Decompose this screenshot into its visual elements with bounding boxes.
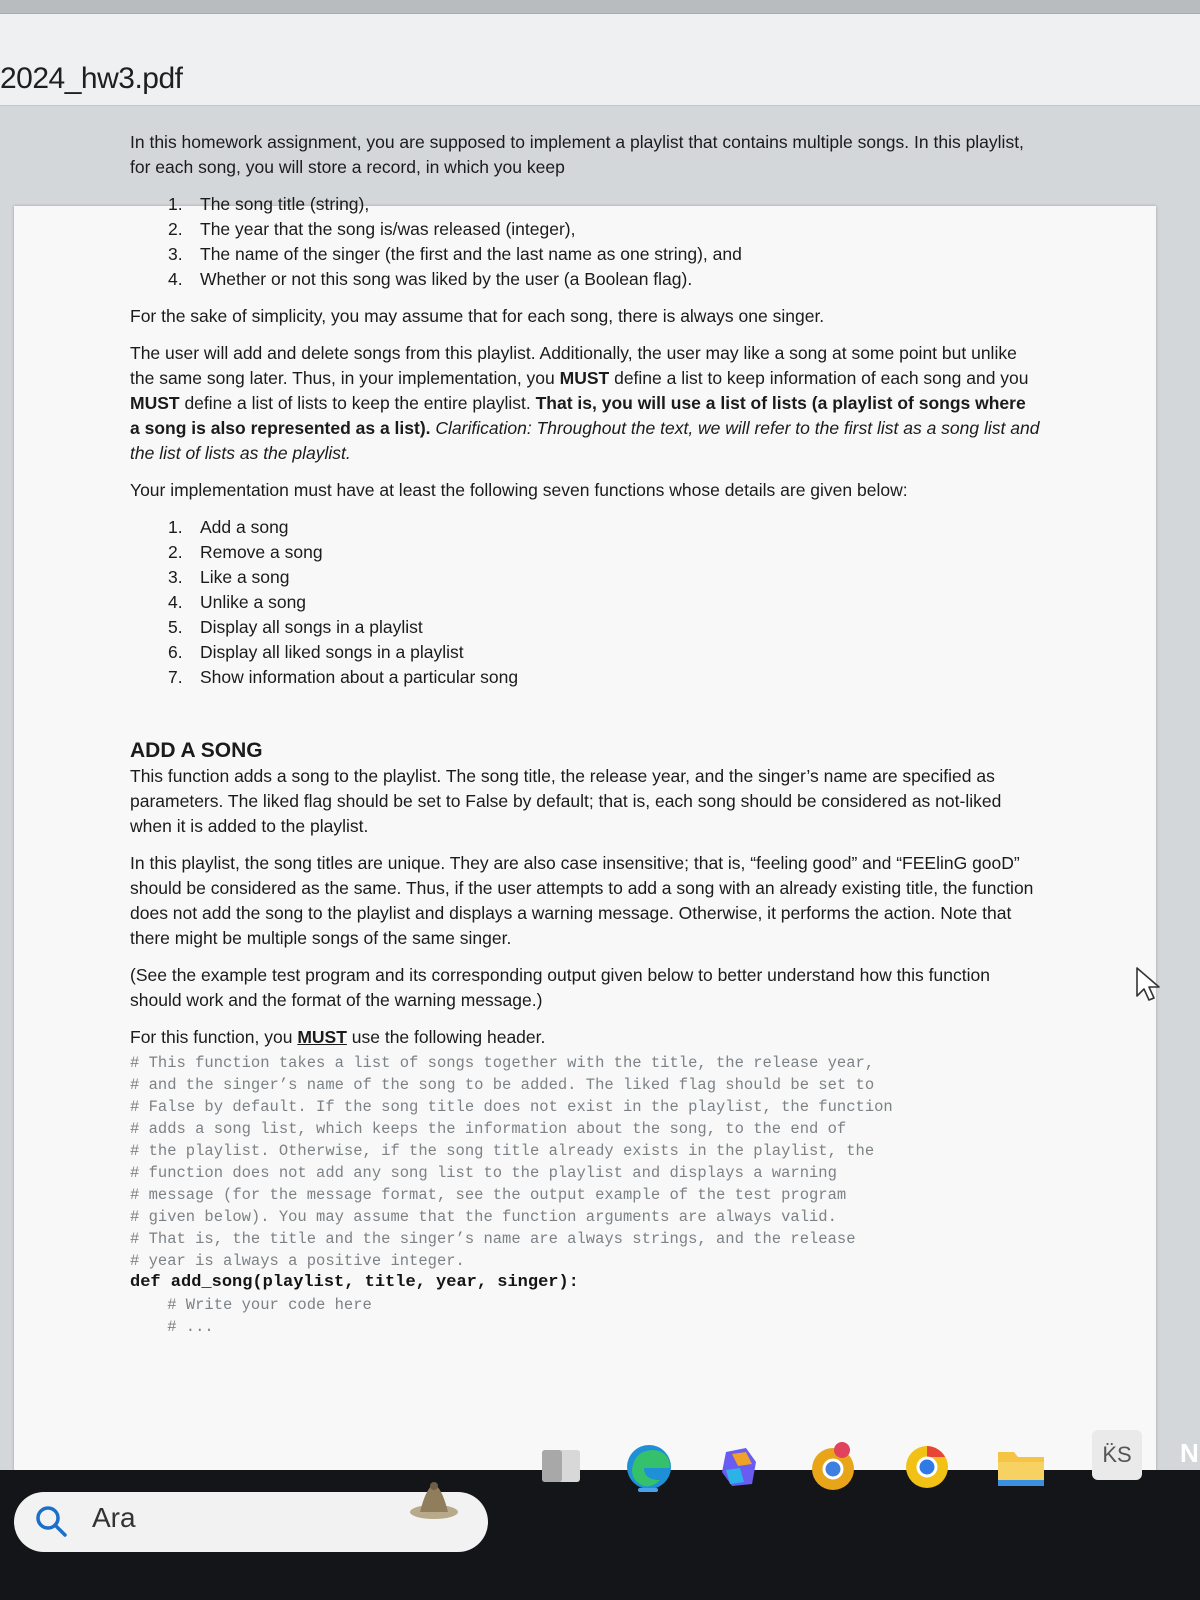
taskbar-overflow-label[interactable]: N [1180, 1438, 1199, 1468]
record-fields-list [168, 192, 1040, 292]
example-note: (See the example test program and its corresponding output given below to better understand how this function should work and the format of the warning message.) [130, 965, 990, 1010]
chrome-icon[interactable] [900, 1440, 954, 1494]
list-item: 2. Remove a song [168, 542, 323, 562]
code-comment-line: # False by default. If the song title does not exist in the playlist, the function [130, 1098, 893, 1116]
section-heading: ADD A SONG [130, 739, 263, 762]
playlist-structure-paragraph: The user will add and delete songs from this playlist. Additionally, the user may like a song at some point but unlike the same song later. Thus, in your implementation, you MUST define a list to keep information of each song and you MUST define a list of lists to keep the entire playlist. That is, you will use a list of lists (a playlist of songs where a song is also represented as a list). Clarification: Throughout the text, we will refer to the first list as a song list and the list of lists as the playlist. [130, 343, 1040, 463]
functions-intro: Your implementation must have at least the following seven functions whose details are given below: [130, 480, 908, 500]
simplicity-paragraph: For the sake of simplicity, you may assume that for each song, there is always one singer. [130, 306, 825, 326]
header-instruction: For this function, you MUST use the following header. [130, 1027, 546, 1047]
file-name: 2024_hw3.pdf [0, 62, 183, 95]
list-item: 3. Like a song [168, 567, 290, 587]
list-item: 2. The year that the song is/was released (integer), [168, 219, 576, 239]
chrome-canary-icon[interactable] [806, 1440, 860, 1494]
list-item: 6. Display all liked songs in a playlist [168, 642, 464, 662]
list-item: 5. Display all songs in a playlist [168, 617, 423, 637]
code-comment-line: # year is always a positive integer. [130, 1252, 465, 1270]
code-comment-line: # function does not add any song list to the playlist and displays a warning [130, 1164, 837, 1182]
code-body-line: # Write your code here [130, 1296, 372, 1314]
code-comment-line: # adds a song list, which keeps the information about the song, to the end of [130, 1120, 847, 1138]
code-comment-line: # and the singer’s name of the song to be added. The liked flag should be set to [130, 1076, 875, 1094]
list-item: 4. Whether or not this song was liked by the user (a Boolean flag). [168, 269, 693, 289]
document-text [130, 130, 1040, 1338]
mouse-cursor-icon [1134, 965, 1164, 1003]
viewer-header [0, 14, 1200, 106]
code-comment-line: # given below). You may assume that the function arguments are always valid. [130, 1208, 837, 1226]
uniqueness-paragraph: In this playlist, the song titles are unique. They are also case insensitive; that is, “feeling good” and “FEElinG gooD” should be considered as the same. Thus, if the user attempts to add a song with an already existing title, the function does not add the song to the playlist and displays a warning message. Otherwise, it performs the action. Note that there might be multiple songs of the same singer. [130, 853, 1034, 948]
search-input[interactable]: Ara [92, 1502, 136, 1533]
list-item: 3. The name of the singer (the first and the last name as one string), and [168, 244, 742, 264]
list-item: 1. Add a song [168, 517, 289, 537]
code-comment-line: # message (for the message format, see the output example of the test program [130, 1186, 847, 1204]
code-block [130, 1052, 1040, 1338]
search-highlight-icon [406, 1478, 462, 1522]
code-comment-line: # That is, the title and the singer’s name are always strings, and the release [130, 1230, 856, 1248]
mail-app-icon[interactable]: K̈S [1092, 1430, 1142, 1480]
edge-icon[interactable] [622, 1440, 676, 1494]
function-signature: def add_song(playlist, title, year, singer): [130, 1273, 579, 1292]
functions-list [168, 515, 1040, 690]
list-item: 1. The song title (string), [168, 194, 370, 214]
list-item: 4. Unlike a song [168, 592, 307, 612]
code-comment-line: # the playlist. Otherwise, if the song title already exists in the playlist, the [130, 1142, 875, 1160]
add-song-description: This function adds a song to the playlist. The song title, the release year, and the singer’s name are specified as parameters. The liked flag should be set to False by default; that is, each song should be considered as not-liked when it is added to the playlist. [130, 766, 1002, 836]
code-comment-line: # This function takes a list of songs together with the title, the release year, [130, 1054, 875, 1072]
file-explorer-icon[interactable] [994, 1440, 1048, 1494]
intro-paragraph: In this homework assignment, you are supposed to implement a playlist that contains multiple songs. In this playlist, for each song, you will store a record, in which you keep [130, 132, 1024, 177]
taskview-icon[interactable] [534, 1440, 588, 1494]
code-body-line: # ... [130, 1318, 214, 1336]
copilot-icon[interactable] [712, 1440, 766, 1494]
window-top-edge [0, 0, 1200, 14]
search-icon [34, 1504, 68, 1538]
list-item: 7. Show information about a particular song [168, 667, 519, 687]
